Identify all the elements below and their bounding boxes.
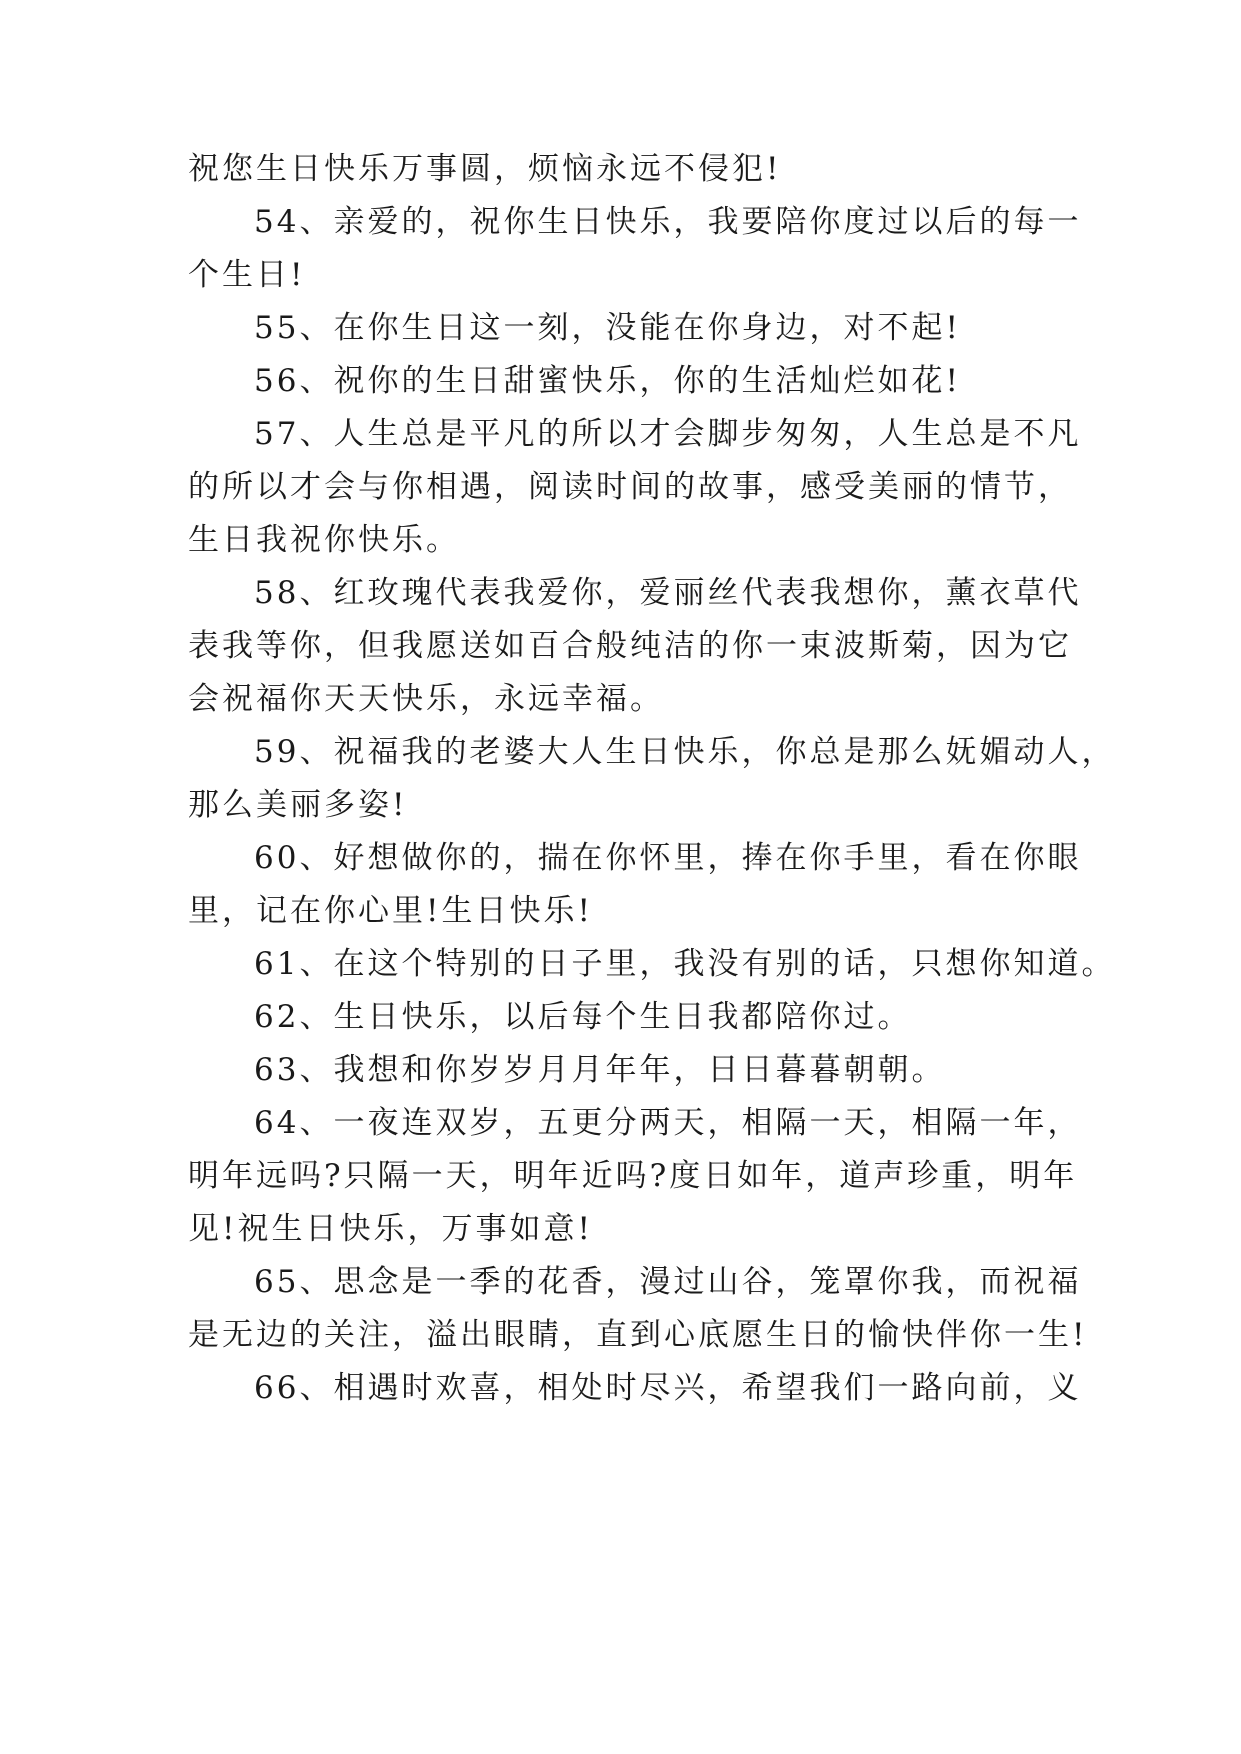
text-line: 61、在这个特别的日子里，我没有别的话，只想你知道。 bbox=[254, 946, 1116, 982]
text-line: 个生日! bbox=[188, 257, 306, 293]
text-line: 的所以才会与你相遇，阅读时间的故事，感受美丽的情节， bbox=[188, 469, 1072, 505]
text-line: 59、祝福我的老婆大人生日快乐，你总是那么妩媚动人， bbox=[254, 734, 1116, 770]
text-line: 62、生日快乐，以后每个生日我都陪你过。 bbox=[254, 999, 912, 1035]
text-line: 60、好想做你的，揣在你怀里，捧在你手里，看在你眼 bbox=[254, 840, 1082, 876]
text-line: 57、人生总是平凡的所以才会脚步匆匆，人生总是不凡 bbox=[254, 416, 1082, 452]
text-line: 66、相遇时欢喜，相处时尽兴，希望我们一路向前，义 bbox=[254, 1370, 1082, 1406]
text-line: 那么美丽多姿! bbox=[188, 787, 408, 823]
text-line: 65、思念是一季的花香，漫过山谷，笼罩你我，而祝福 bbox=[254, 1264, 1082, 1300]
text-line: 会祝福你天天快乐，永远幸福。 bbox=[188, 681, 664, 717]
text-line: 64、一夜连双岁，五更分两天，相隔一天，相隔一年， bbox=[254, 1105, 1082, 1141]
text-line: 生日我祝你快乐。 bbox=[188, 522, 460, 558]
text-line: 56、祝你的生日甜蜜快乐，你的生活灿烂如花! bbox=[254, 363, 961, 399]
text-line: 54、亲爱的，祝你生日快乐，我要陪你度过以后的每一 bbox=[254, 204, 1082, 240]
text-line: 是无边的关注，溢出眼睛，直到心底愿生日的愉快伴你一生! bbox=[188, 1317, 1088, 1353]
text-line: 表我等你，但我愿送如百合般纯洁的你一束波斯菊，因为它 bbox=[188, 628, 1072, 664]
text-line: 55、在你生日这一刻，没能在你身边，对不起! bbox=[254, 310, 961, 346]
text-line: 63、我想和你岁岁月月年年，日日暮暮朝朝。 bbox=[254, 1052, 946, 1088]
text-line: 明年远吗?只隔一天，明年近吗?度日如年，道声珍重，明年 bbox=[188, 1158, 1078, 1194]
text-line: 里，记在你心里!生日快乐! bbox=[188, 893, 593, 929]
text-line: 58、红玫瑰代表我爱你，爱丽丝代表我想你，薰衣草代 bbox=[254, 575, 1082, 611]
text-line: 见!祝生日快乐，万事如意! bbox=[188, 1211, 593, 1247]
text-line: 祝您生日快乐万事圆，烦恼永远不侵犯! bbox=[188, 151, 782, 187]
